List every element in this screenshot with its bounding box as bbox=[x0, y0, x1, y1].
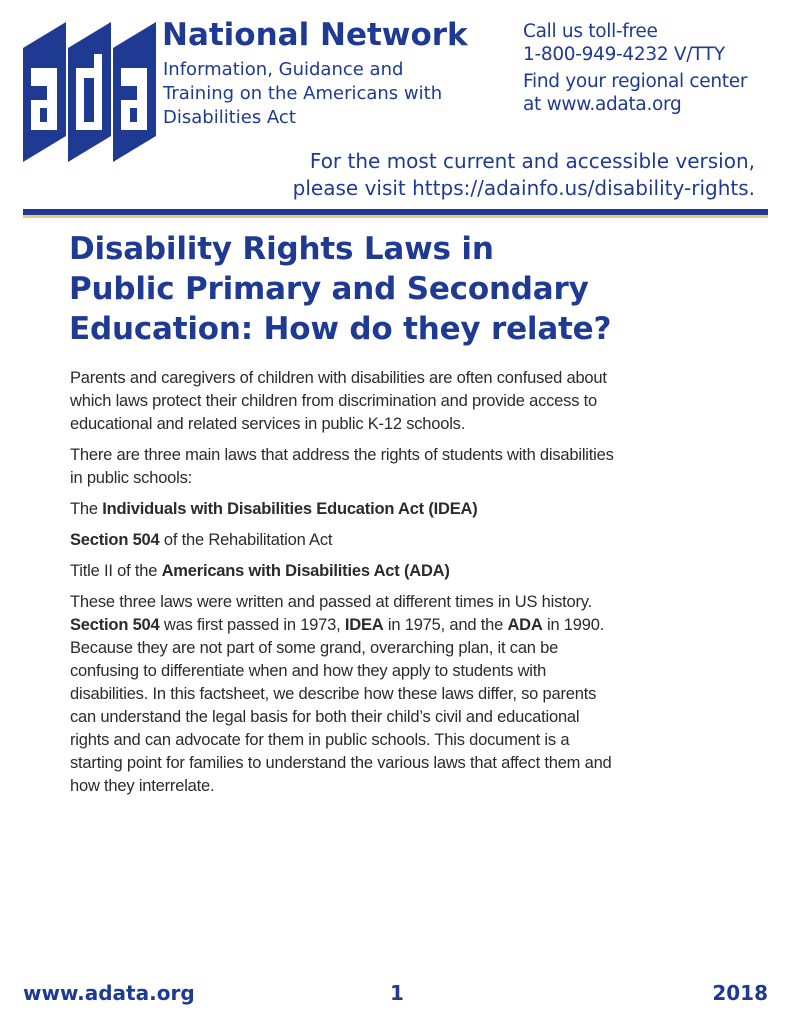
document-body bbox=[70, 367, 730, 806]
regional-center-link[interactable]: at www.adata.org bbox=[523, 94, 682, 115]
title-line: Public Primary and Secondary bbox=[69, 271, 589, 307]
divider-gold-bar bbox=[23, 215, 768, 218]
three-laws-paragraph: There are three main laws that address the rights of students with disabilities in public schools: bbox=[70, 446, 614, 487]
brand-title: National Network bbox=[162, 17, 468, 53]
law-item-ada: Title II of the Americans with Disabilities Act (ADA) bbox=[70, 562, 450, 580]
law-name-ada: Americans with Disabilities Act (ADA) bbox=[161, 562, 450, 580]
law-item-idea: The Individuals with Disabilities Education Act (IDEA) bbox=[70, 500, 478, 518]
title-line: Education: How do they relate? bbox=[69, 311, 612, 347]
footer-website-link[interactable]: www.adata.org bbox=[23, 981, 195, 1005]
history-dates-line: Section 504 was first passed in 1973, IDEA in 1975, and the ADA in 1990. bbox=[70, 616, 605, 634]
notice-link-line[interactable]: please visit https://adainfo.us/disability-rights. bbox=[292, 176, 755, 200]
brand-subtitle-line: Disabilities Act bbox=[163, 107, 296, 128]
law-name-idea: Individuals with Disabilities Education Act (IDEA) bbox=[102, 500, 478, 518]
header-divider bbox=[23, 209, 768, 218]
contact-block bbox=[523, 20, 747, 116]
regional-center-label: Find your regional center bbox=[523, 71, 748, 92]
footer-year: 2018 bbox=[712, 981, 768, 1005]
ada-logo-icon bbox=[22, 20, 158, 165]
page-title bbox=[69, 229, 611, 349]
call-label: Call us toll-free bbox=[523, 21, 658, 42]
title-line: Disability Rights Laws in bbox=[69, 231, 494, 267]
history-paragraph: These three laws were written and passed at different times in US history. Section 504 was first passed in 1973, IDEA in 1975, and the ADA in 1990. Because they are not part of some grand, overarching plan, it can be confusing to differentiate when and how they apply to students with disabilities. In this factsheet, we describe how these laws differ, so parents can understand the legal basis for both their child’s civil and educational rights and can advocate for them in public schools. This document is a starting point for families to understand the various laws that affect them and how they interrelate. bbox=[70, 591, 730, 798]
notice-line: For the most current and accessible version, bbox=[309, 149, 755, 173]
brand-subtitle-line: Training on the Americans with bbox=[163, 83, 443, 104]
law-name-504: Section 504 bbox=[70, 531, 160, 549]
law-item-504: Section 504 of the Rehabilitation Act bbox=[70, 531, 333, 549]
brand-subtitle-line: Information, Guidance and bbox=[163, 59, 404, 80]
accessible-version-notice bbox=[293, 148, 755, 202]
intro-paragraph: Parents and caregivers of children with disabilities are often confused about which laws protect their children from discrimination and provide access to educational and related services in public K-12 schools. bbox=[70, 369, 607, 433]
brand-subtitle bbox=[163, 58, 442, 130]
phone-number[interactable]: 1-800-949-4232 V/TTY bbox=[523, 44, 725, 65]
footer-page-number: 1 bbox=[390, 981, 404, 1005]
